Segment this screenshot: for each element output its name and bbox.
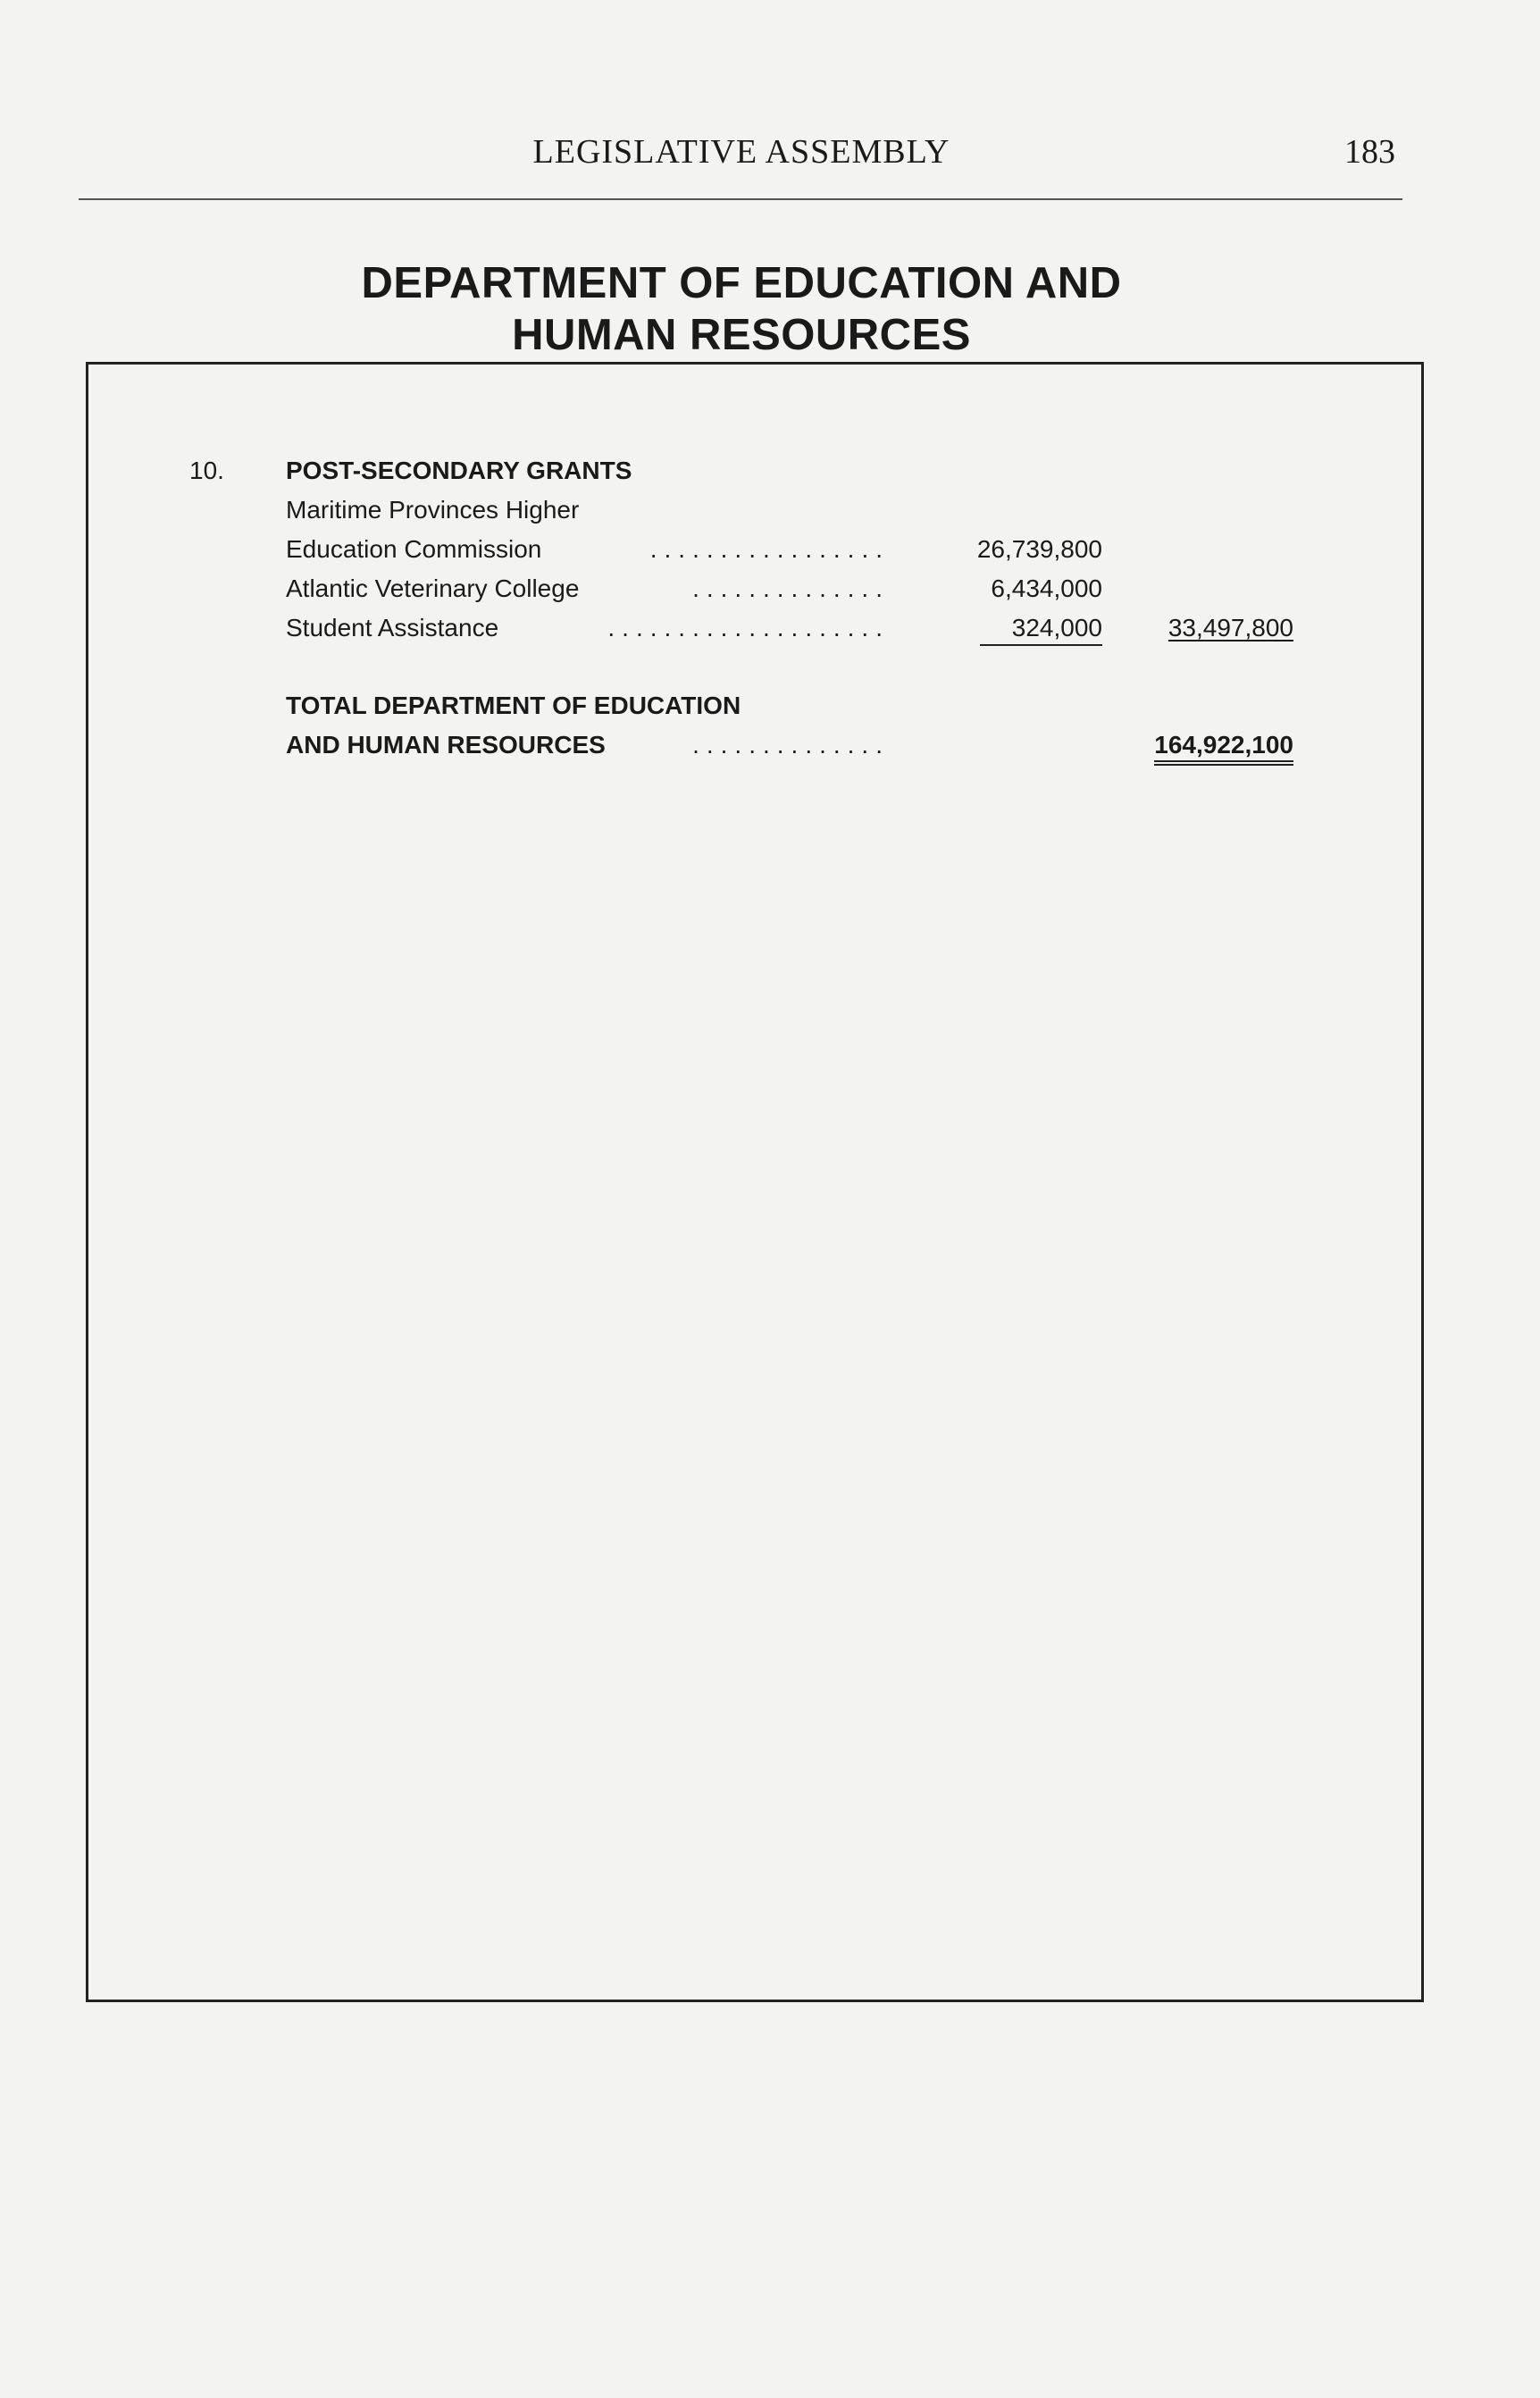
total-row — [0, 725, 1540, 765]
dot-leader: ................. — [649, 535, 890, 563]
grand-total-amount — [1154, 725, 1293, 766]
table-row — [0, 569, 1540, 608]
table-row — [0, 608, 1540, 648]
subtotal-amount — [1168, 608, 1293, 648]
total-label-line1: TOTAL DEPARTMENT OF EDUCATION — [286, 692, 741, 719]
grand-total-value: 164,922,100 — [1154, 730, 1293, 766]
page-number: 183 — [1344, 133, 1395, 171]
page-header — [0, 130, 1540, 183]
department-title-line1: DEPARTMENT OF EDUCATION AND — [361, 259, 1122, 307]
item-label: Atlantic Veterinary College — [286, 574, 580, 602]
department-title-line2: HUMAN RESOURCES — [512, 311, 971, 359]
section-number: 10. — [189, 457, 224, 484]
item-label-line1: Maritime Provinces Higher — [286, 496, 580, 524]
item-amount: 6,434,000 — [991, 574, 1102, 602]
department-title — [268, 257, 1215, 361]
item-label: Education Commission — [286, 535, 542, 563]
section-heading-row — [0, 451, 1540, 490]
dot-leader: .............. — [692, 731, 890, 759]
subtotal-amount-value: 33,497,800 — [1168, 614, 1293, 641]
dot-leader: .................... — [607, 614, 890, 641]
table-row — [0, 490, 1540, 530]
total-row — [0, 686, 1540, 725]
item-label: Student Assistance — [286, 614, 499, 641]
running-header-title: LEGISLATIVE ASSEMBLY — [532, 133, 950, 171]
table-row — [0, 530, 1540, 569]
section-heading: POST-SECONDARY GRANTS — [286, 457, 632, 484]
item-amount: 26,739,800 — [976, 535, 1102, 563]
item-amount-value: 324,000 — [980, 612, 1102, 646]
total-label: AND HUMAN RESOURCES — [286, 731, 606, 759]
header-rule — [79, 198, 1402, 200]
dot-leader: .............. — [692, 574, 890, 602]
item-amount — [980, 608, 1102, 648]
